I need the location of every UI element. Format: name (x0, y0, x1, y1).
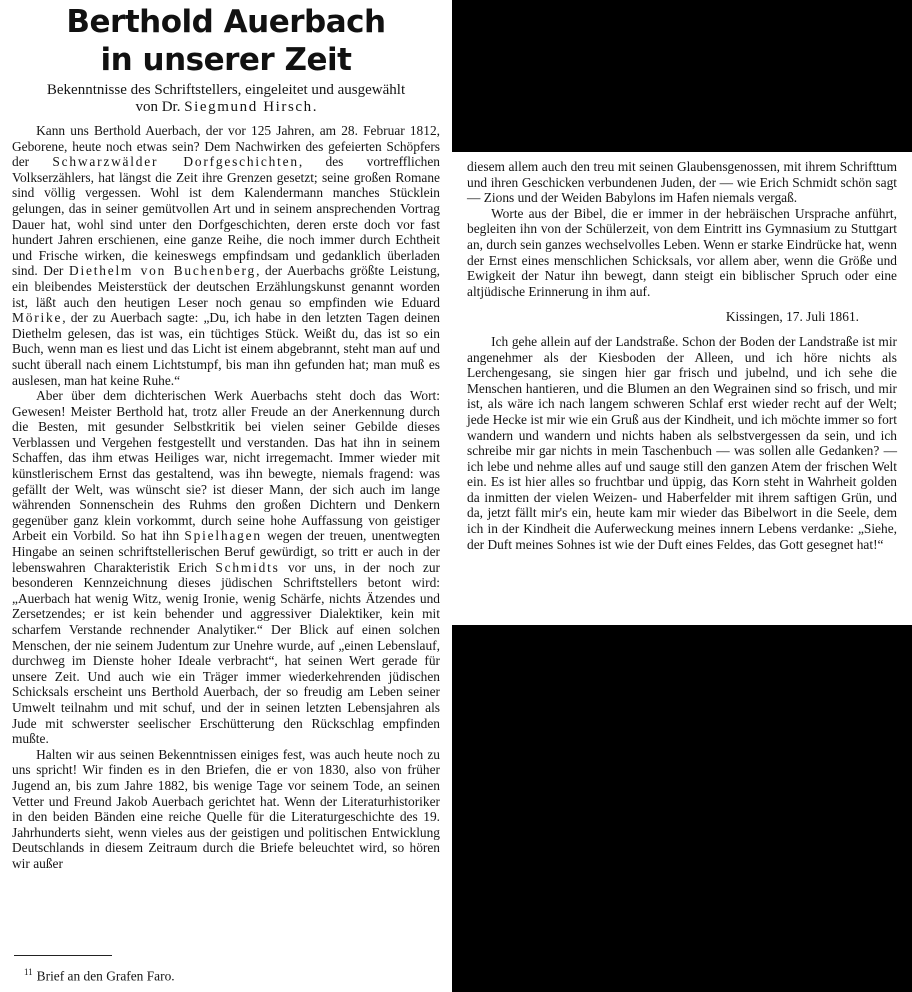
byline-prefix: von Dr. (135, 99, 181, 115)
left-body-text (12, 123, 440, 872)
paragraph: Halten wir aus seinen Bekenntnissen einiges fest, was auch heute noch zu uns spricht! Wir finden es in den Briefen, die er von 1830, also von früher Jugend an, bis zum Jahre 1882, bis wenige Tage vor seinem Tode, an seinen Vetter und Freund Jakob Auerbach gerichtet hat. Wenn der Literaturhistoriker in den beiden Bänden eine reiche Quelle für die Literaturgeschichte des 19. Jahrhunderts sieht, wenn vieles aus der geistigen und politischen Entwicklung Deutschlands in diesem Zeitraum durch die Briefe beleuchtet wird, so hören wir außer (12, 746, 440, 871)
text-run: vor uns, in der noch zur besonderen Kennzeichnung dieses jüdischen Schriftstellers betont wird: „Auerbach hat wenig Witz, wenig Ironie, wenig Schärfe, nichts Ätzendes und Zersetzendes; er ist kein behender und aggressiver Dialektiker, kein mit scharfem Verstande rechnender Analytiker.“ Der Blick auf einen solchen Menschen, der nie seinem Judentum zur Unehre wurde, auf „einen Lebenslauf, durchweg im Dienste hoher Ideale verbracht“, hat seinen Wert gerade für unsere Zeit. Und auch wie ein Träger immer wiederkehrenden jüdischen Schicksals erscheint uns Berthold Auerbach, der so freudig am Leben seiner Umwelt teilnahm und mit schuf, und der in seinen letzten Lebensjahren als Jude mit schwerster seelischer Erschütterung den Rückschlag empfinden mußte. (12, 559, 440, 747)
masked-region-top (452, 0, 912, 152)
paragraph: diesem allem auch den treu mit seinen Glaubensgenossen, mit ihrem Schrifttum und ihren Geschicken verbundenen Juden, der — wie Erich Schmidt schön sagt — Zions und der Weiden Babylons im Hafen niemals vergaß. (467, 159, 897, 206)
emphasized-name: Mörike (12, 310, 63, 326)
article-title-line2: in unserer Zeit (100, 42, 352, 78)
right-body-text (467, 159, 897, 552)
footnote (24, 967, 175, 984)
text-run: wegen der treuen, unentwegten Hingabe an seinen schriftstellerischen Beruf gewürdigt, so tritt er auch in der lebenswahren Charakteristik Erich (12, 528, 440, 575)
text-run: , des vortrefflichen Volkserzählers, hat längst die Zeit ihre Grenzen gesetzt; seine großen Romane sind völlig vergessen. Wohl ist dem Kalendermann manches Stücklein gelungen, das in seiner gemütvollen Art und in seinem ansprechenden Vortrag Dauer hat, wohl sind unter den Dorfgeschichten, deren erste doch vor fast hundert Jahren erschienen, eine ganze Reihe, die noch immer durch Echtheit und Frische wirken, die keineswegs empfindsam und gedanklich überladen sind. Der (12, 154, 440, 279)
emphasized-name: Schmidts (215, 559, 280, 575)
masked-region-bottom (452, 625, 912, 992)
article-byline (0, 99, 452, 116)
letter-dateline: Kissingen, 17. Juli 1861. (725, 309, 859, 325)
paragraph (12, 388, 440, 747)
emphasized-name: Spielhagen (184, 528, 262, 544)
emphasized-title: Schwarzwälder Dorfgeschichten (52, 154, 299, 170)
article-subtitle: Bekenntnisse des Schriftstellers, eingeleitet und ausgewählt (46, 82, 406, 98)
text-run: Kann uns Berthold Auerbach, der vor 125 Jahren, am 28. Februar 1812, Geborene, heute noch etwas sein? Dem Nachwirken des gefeierten Schöpfers der (12, 123, 440, 170)
byline-suffix: . (312, 99, 317, 115)
paragraph (12, 123, 440, 388)
emphasized-title: Diethelm von Buchenberg (69, 263, 257, 279)
text-run: , der zu Auerbach sagte: „Du, ich habe in den letzten Tagen deinen Diethelm gelesen, das ist was, ein tüchtiges Stück. Weißt du, das ist so ein Buch, wenn man es liest und das Licht ist einem abgebrannt, steht man auf und sucht überall nach einem Lichtstumpf, bis man ihn gefunden hat; man muß es auslesen, man hat keine Ruhe.“ (12, 310, 440, 388)
article-title-line1: Berthold Auerbach (66, 4, 386, 40)
footnote-divider (14, 955, 112, 956)
text-run: Aber über dem dichterischen Werk Auerbachs steht doch das Wort: Gewesen! Meister Berthold hat, trotz aller Freude an der Anerkennung durch die Besten, mit gesunder Selbstkritik bei vielen seiner Gebilde dieses Verblassen und Vergehen festgestellt und verstanden. Das hat ihn in seinem Schaffen, das ihm etwas Heiliges war, nicht irregemacht. Immer wieder mit künstlerischem Ernst das gestaltend, was ihn bewegte, niemals fragend: was gefällt der Welt, was wünscht sie? ist dieser Mann, der sich auch im lange währenden Sonnenschein des Ruhms den großen Dichtern und Denkern gegenüber ganz klein vorkommt, durch seine hohe Auffassung von geistiger Arbeit ein Vorbild. So hat ihn (12, 388, 440, 544)
footnote-number: 11 (24, 967, 33, 977)
text-run: , der Auerbachs größte Leistung, ein bleibendes Meisterstück der deutschen Erzählungskunst genannt worden ist, läßt auch den heutigen Leser noch genau so empfinden wie Eduard (12, 263, 440, 310)
footnote-text: Brief an den Grafen Faro. (36, 968, 175, 984)
left-column (0, 0, 452, 992)
paragraph: Worte aus der Bibel, die er immer in der hebräischen Ursprache anführt, begleiten ihn von der Schülerzeit, von dem Eintritt ins Gymnasium zu Stuttgart an, durch sein ganzes wechselvolles Leben. Wenn er starke Eindrücke hat, wenn der Ernst eines menschlichen Schicksals, vor allem aber, wenn die Größe und Ewigkeit der Natur ihn bewegt, dann steigt ein biblischer Spruch oder eine altjüdische Erinnerung in ihm auf. (467, 205, 897, 299)
paragraph: Ich gehe allein auf der Landstraße. Schon der Boden der Landstraße ist mir angenehmer als der Kiesboden der Alleen, und ich höre nichts als Lerchengesang, sie singen hier gar frisch und jubelnd, und ich sehe die Menschen hantieren, und die Blumen an den Wegrainen sind so frisch, und mir ist, als wäre ich nach langem schweren Schlaf erst wieder recht auf der Welt; jede Hecke ist mir wie ein Gruß aus der Kindheit, und ich möchte immer so fort wandern und wandern und nichts haben als selbstvergessen da sein, und ich schreibe mir gar nichts in mein Taschenbuch — was sollen alle Gedanken? — ich lebe und nehme alles auf und sauge still den ganzen Atem der frischen Welt ein. Es ist hier alles so fruchtbar und üppig, das Korn steht in Wahrheit golden da inmitten der vielen Weizen- und Haberfelder mit ihrem saftigen Grün, und da, jetzt fällt mir's ein, heute kam mir wieder das Bibelwort in die Seele, dem ich in der Kindheit die Auferweckung meines innern Lebens verdanke: „Siehe, der Duft meines Sohnes ist wie der Duft eines Feldes, das Gott gesegnet hat!“ (467, 333, 897, 552)
author-name: Siegmund Hirsch (184, 99, 313, 115)
